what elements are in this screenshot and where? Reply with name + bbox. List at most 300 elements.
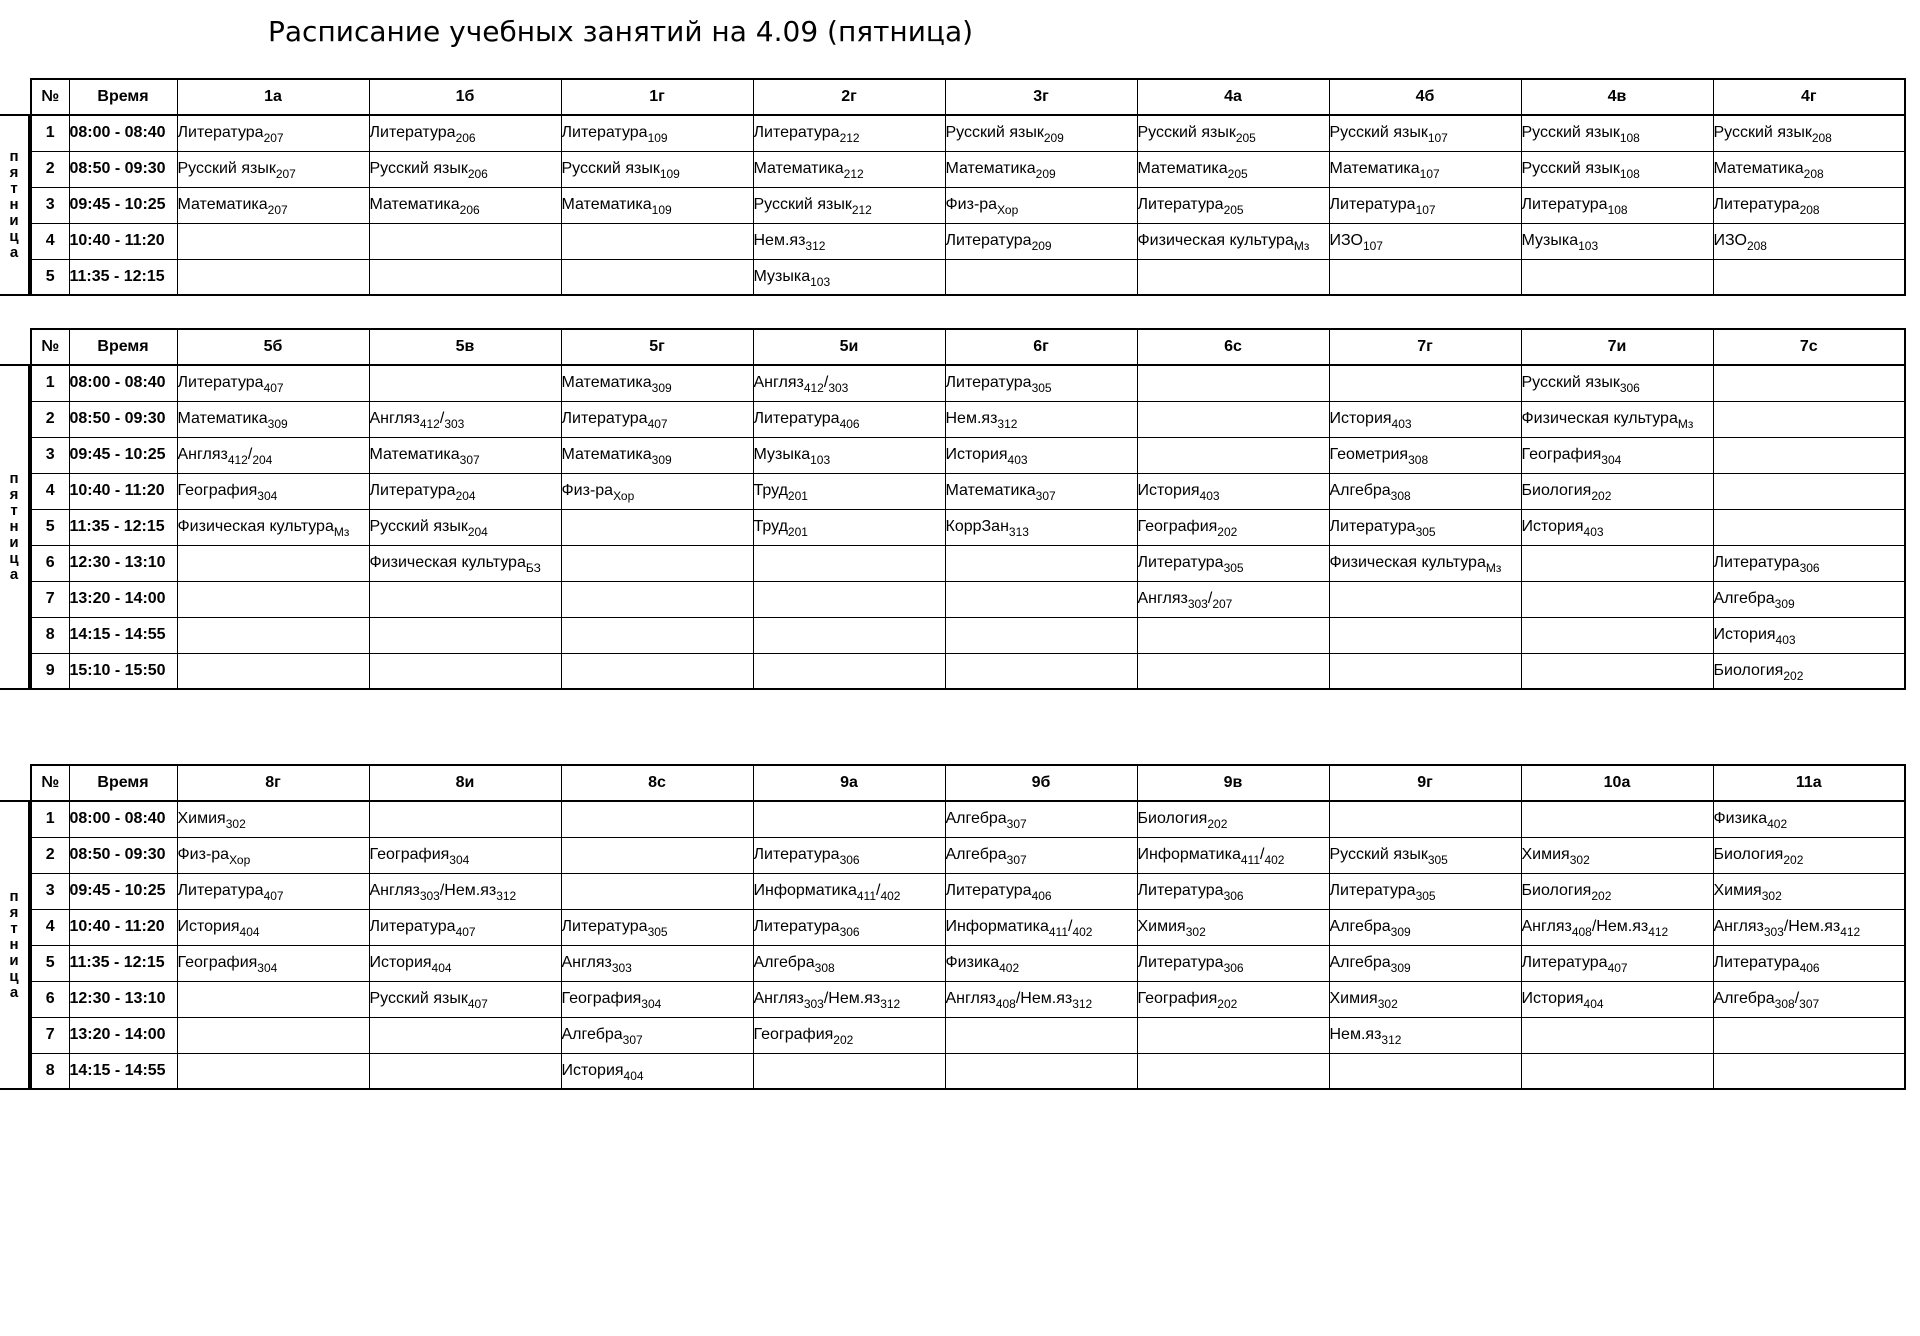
- lesson-time: 13:20 - 14:00: [69, 581, 177, 617]
- room-number: 205: [1223, 203, 1244, 217]
- lesson-cell: География$_{304}$: [369, 837, 561, 873]
- room-number: 304: [1601, 453, 1622, 467]
- lesson-cell: [945, 1017, 1137, 1053]
- lesson-cell: $Англяз_{303}/Нем.яз_{412}$: [1713, 909, 1905, 945]
- room-number: 208: [1803, 167, 1824, 181]
- room-number: 307: [1006, 817, 1027, 832]
- class-header: 11а: [1713, 765, 1905, 801]
- header-num: №: [31, 329, 69, 365]
- schedule-table: [30, 78, 1906, 296]
- room-number: 209: [1035, 167, 1056, 181]
- class-header: 1б: [369, 79, 561, 115]
- room-number: 412: [419, 417, 440, 431]
- lesson-cell: [1713, 259, 1905, 295]
- lesson-cell: [753, 801, 945, 837]
- room-number: 303: [611, 961, 632, 975]
- room-number: 406: [1799, 961, 1820, 975]
- lesson-time: 11:35 - 12:15: [69, 509, 177, 545]
- class-header: 6с: [1137, 329, 1329, 365]
- lesson-cell: Математика$_{107}$: [1329, 151, 1521, 187]
- lesson-time: 14:15 - 14:55: [69, 617, 177, 653]
- table-row: [31, 223, 1905, 259]
- lesson-cell: [1329, 801, 1521, 837]
- day-label-text: п я т н и ц а: [9, 888, 19, 1001]
- lesson-cell: Литература$_{306}$: [1137, 873, 1329, 909]
- lesson-cell: Математика$_{205}$: [1137, 151, 1329, 187]
- lesson-cell: [561, 223, 753, 259]
- lesson-cell: $Англяз_{408}/Нем.яз_{412}$: [1521, 909, 1713, 945]
- lesson-cell: Биология$_{202}$: [1137, 801, 1329, 837]
- lesson-cell: Математика$_{307}$: [945, 473, 1137, 509]
- lesson-cell: Литература$_{406}$: [945, 873, 1137, 909]
- lesson-cell: Русский язык$_{108}$: [1521, 151, 1713, 187]
- room-number: 307: [622, 1033, 643, 1047]
- lesson-number: 1: [31, 115, 69, 151]
- room-number: 402: [1264, 853, 1285, 867]
- lesson-number: 3: [31, 873, 69, 909]
- room-number: 412: [1840, 925, 1861, 939]
- class-header: 4в: [1521, 79, 1713, 115]
- lesson-time: 09:45 - 10:25: [69, 873, 177, 909]
- lesson-cell: $Нем.яз_{312}$: [753, 223, 945, 259]
- lesson-cell: $Англяз_{303}/Нем.яз_{312}$: [369, 873, 561, 909]
- room-number: 202: [1783, 853, 1804, 867]
- room-number: 209: [1043, 131, 1064, 146]
- lesson-cell: [1137, 1017, 1329, 1053]
- table-row: [31, 801, 1905, 837]
- day-label: [0, 114, 30, 296]
- class-header: 7г: [1329, 329, 1521, 365]
- table-row: [31, 401, 1905, 437]
- lesson-cell: Математика$_{109}$: [561, 187, 753, 223]
- lesson-number: 4: [31, 473, 69, 509]
- lesson-cell: [369, 801, 561, 837]
- lesson-cell: Русский язык$_{107}$: [1329, 115, 1521, 151]
- room-number: 407: [263, 889, 284, 903]
- lesson-cell: Литература$_{407}$: [177, 365, 369, 401]
- lesson-number: 5: [31, 259, 69, 295]
- lesson-cell: Математика$_{309}$: [177, 401, 369, 437]
- lesson-time: 08:00 - 08:40: [69, 365, 177, 401]
- table-row: [31, 945, 1905, 981]
- header-row: [31, 765, 1905, 801]
- table-row: [31, 909, 1905, 945]
- room-number: 204: [252, 453, 273, 467]
- lesson-cell: [1329, 259, 1521, 295]
- class-header: 9г: [1329, 765, 1521, 801]
- class-header: 5б: [177, 329, 369, 365]
- lesson-cell: Химия$_{302}$: [1329, 981, 1521, 1017]
- room-number: 307: [1799, 997, 1820, 1011]
- room-number: 309: [651, 381, 672, 396]
- room-number: 407: [263, 381, 284, 396]
- room-number: 402: [880, 889, 901, 903]
- lesson-cell: Литература$_{206}$: [369, 115, 561, 151]
- lesson-cell: [561, 873, 753, 909]
- lesson-cell: Русский язык$_{209}$: [945, 115, 1137, 151]
- schedule-table: [30, 764, 1906, 1090]
- room-number: 412: [1648, 925, 1669, 939]
- room-number: 302: [1377, 997, 1398, 1011]
- lesson-cell: Музыка$_{103}$: [1521, 223, 1713, 259]
- lesson-cell: [1329, 365, 1521, 401]
- room-number: 312: [880, 997, 901, 1011]
- lesson-cell: Русский язык$_{305}$: [1329, 837, 1521, 873]
- room-number: 312: [805, 239, 826, 253]
- room-number: 402: [1767, 817, 1788, 832]
- header-time: Время: [69, 79, 177, 115]
- room-number: 309: [1390, 961, 1411, 975]
- lesson-cell: География$_{202}$: [1137, 509, 1329, 545]
- lesson-cell: Литература$_{207}$: [177, 115, 369, 151]
- room-number: 306: [839, 853, 860, 867]
- room-number: 212: [851, 203, 872, 217]
- lesson-cell: $Англяз_{412}/_{204}$: [177, 437, 369, 473]
- room-number: 304: [257, 961, 278, 975]
- room-number: 302: [225, 817, 246, 832]
- lesson-cell: [1521, 801, 1713, 837]
- room-number: 407: [455, 925, 476, 939]
- header-row: [31, 329, 1905, 365]
- lesson-cell: Математика$_{209}$: [945, 151, 1137, 187]
- class-header: 2г: [753, 79, 945, 115]
- lesson-number: 5: [31, 945, 69, 981]
- room-number: Мз: [1485, 561, 1502, 575]
- room-number: 305: [1223, 561, 1244, 575]
- lesson-time: 11:35 - 12:15: [69, 945, 177, 981]
- lesson-cell: [1329, 1053, 1521, 1089]
- lesson-cell: География$_{202}$: [1137, 981, 1329, 1017]
- room-number: 207: [1212, 597, 1233, 611]
- lesson-cell: История$_{404}$: [1521, 981, 1713, 1017]
- lesson-cell: $ИЗО_{107}$: [1329, 223, 1521, 259]
- lesson-cell: [1521, 1017, 1713, 1053]
- lesson-cell: $Информатика_{411}/_{402}$: [1137, 837, 1329, 873]
- lesson-cell: $Алгебра_{308}/_{307}$: [1713, 981, 1905, 1017]
- lesson-cell: Литература$_{305}$: [1329, 873, 1521, 909]
- lesson-number: 3: [31, 437, 69, 473]
- lesson-cell: Литература$_{406}$: [753, 401, 945, 437]
- room-number: 408: [1571, 925, 1592, 939]
- lesson-cell: [369, 653, 561, 689]
- lesson-cell: Алгебра$_{308}$: [1329, 473, 1521, 509]
- lesson-cell: [1713, 401, 1905, 437]
- lesson-number: 2: [31, 837, 69, 873]
- lesson-cell: [1713, 473, 1905, 509]
- class-header: 8и: [369, 765, 561, 801]
- table-row: [31, 837, 1905, 873]
- lesson-cell: [1137, 437, 1329, 473]
- lesson-number: 3: [31, 187, 69, 223]
- lesson-cell: [1713, 1053, 1905, 1089]
- room-number: 306: [1223, 889, 1244, 903]
- room-number: Хор: [997, 203, 1019, 217]
- lesson-cell: Русский язык$_{108}$: [1521, 115, 1713, 151]
- lesson-cell: География$_{304}$: [561, 981, 753, 1017]
- lesson-cell: Русский язык$_{204}$: [369, 509, 561, 545]
- lesson-cell: $Англяз_{303}/Нем.яз_{312}$: [753, 981, 945, 1017]
- room-number: 309: [267, 417, 288, 431]
- lesson-cell: Литература$_{306}$: [1137, 945, 1329, 981]
- lesson-cell: Русский язык$_{207}$: [177, 151, 369, 187]
- lesson-cell: [1137, 1053, 1329, 1089]
- room-number: 212: [839, 131, 860, 146]
- lesson-cell: Литература$_{212}$: [753, 115, 945, 151]
- lesson-cell: $Англяз_{412}/_{303}$: [369, 401, 561, 437]
- class-header: 8г: [177, 765, 369, 801]
- room-number: 208: [1811, 131, 1832, 146]
- room-number: 407: [647, 417, 668, 431]
- lesson-cell: Физика$_{402}$: [1713, 801, 1905, 837]
- room-number: 109: [651, 203, 672, 217]
- lesson-cell: [753, 545, 945, 581]
- lesson-cell: $Англяз_{412}/_{303}$: [753, 365, 945, 401]
- lesson-cell: [369, 365, 561, 401]
- lesson-cell: География$_{304}$: [177, 473, 369, 509]
- room-number: 402: [999, 961, 1020, 975]
- lesson-cell: [177, 1017, 369, 1053]
- class-header: 9а: [753, 765, 945, 801]
- lesson-cell: Русский язык$_{205}$: [1137, 115, 1329, 151]
- lesson-cell: Литература$_{107}$: [1329, 187, 1521, 223]
- lesson-cell: [369, 617, 561, 653]
- lesson-number: 7: [31, 581, 69, 617]
- lesson-cell: [1329, 653, 1521, 689]
- day-label: [0, 800, 30, 1090]
- table-row: [31, 437, 1905, 473]
- lesson-cell: Физ-$ра_{Хор}$: [177, 837, 369, 873]
- lesson-cell: Литература$_{108}$: [1521, 187, 1713, 223]
- lesson-cell: Англяз$_{303}$: [561, 945, 753, 981]
- lesson-cell: История$_{404}$: [177, 909, 369, 945]
- lesson-cell: $Англяз_{303}/_{207}$: [1137, 581, 1329, 617]
- lesson-cell: Литература$_{407}$: [369, 909, 561, 945]
- room-number: 304: [257, 489, 278, 503]
- schedule-table: [30, 328, 1906, 690]
- lesson-cell: Алгебра$_{307}$: [945, 837, 1137, 873]
- room-number: 305: [1427, 853, 1448, 867]
- class-header: 10а: [1521, 765, 1713, 801]
- class-header: 7и: [1521, 329, 1713, 365]
- lesson-time: 11:35 - 12:15: [69, 259, 177, 295]
- room-number: 209: [1031, 239, 1052, 253]
- day-label-text: п я т н и ц а: [9, 470, 19, 583]
- class-header: 3г: [945, 79, 1137, 115]
- table-row: [31, 115, 1905, 151]
- room-number: 212: [843, 167, 864, 181]
- lesson-cell: [1521, 1053, 1713, 1089]
- table-row: [31, 545, 1905, 581]
- lesson-time: 08:00 - 08:40: [69, 115, 177, 151]
- room-number: 303: [803, 997, 824, 1011]
- header-time: Время: [69, 765, 177, 801]
- room-number: 309: [1774, 597, 1795, 611]
- lesson-cell: [561, 545, 753, 581]
- lesson-cell: Биология$_{202}$: [1713, 837, 1905, 873]
- room-number: Мз: [1677, 417, 1694, 431]
- room-number: 202: [1207, 817, 1228, 832]
- room-number: 312: [1072, 997, 1093, 1011]
- lesson-cell: [177, 259, 369, 295]
- lesson-cell: Физическая культура$_{Мз}$: [1329, 545, 1521, 581]
- lesson-cell: Литература$_{305}$: [561, 909, 753, 945]
- lesson-cell: [1329, 617, 1521, 653]
- room-number: 302: [1569, 853, 1590, 867]
- table-row: [31, 653, 1905, 689]
- room-number: 208: [1746, 239, 1767, 253]
- room-number: 305: [1415, 525, 1436, 539]
- lesson-time: 14:15 - 14:55: [69, 1053, 177, 1089]
- room-number: 303: [1763, 925, 1784, 939]
- room-number: 404: [431, 961, 452, 975]
- room-number: 408: [995, 997, 1016, 1011]
- room-number: 307: [1035, 489, 1056, 503]
- room-number: 404: [239, 925, 260, 939]
- lesson-number: 8: [31, 617, 69, 653]
- room-number: 202: [1591, 889, 1612, 903]
- lesson-cell: [1137, 617, 1329, 653]
- lesson-cell: [369, 581, 561, 617]
- lesson-cell: [1137, 365, 1329, 401]
- class-header: 1г: [561, 79, 753, 115]
- lesson-cell: Литература$_{406}$: [1713, 945, 1905, 981]
- room-number: 205: [1235, 131, 1256, 146]
- lesson-cell: [177, 653, 369, 689]
- lesson-cell: Физическая культура$_{Мз}$: [177, 509, 369, 545]
- lesson-cell: Литература$_{407}$: [561, 401, 753, 437]
- lesson-cell: Физ-$ра_{Хор}$: [945, 187, 1137, 223]
- table-row: [31, 1053, 1905, 1089]
- class-header: 5в: [369, 329, 561, 365]
- class-header: 1а: [177, 79, 369, 115]
- room-number: 306: [1619, 381, 1640, 396]
- room-number: 108: [1619, 167, 1640, 181]
- lesson-cell: [1521, 653, 1713, 689]
- lesson-cell: [945, 1053, 1137, 1089]
- lesson-number: 6: [31, 981, 69, 1017]
- room-number: 308: [1408, 453, 1429, 467]
- lesson-cell: Русский язык$_{208}$: [1713, 115, 1905, 151]
- room-number: Хор: [613, 489, 635, 503]
- class-header: 8с: [561, 765, 753, 801]
- room-number: 406: [1031, 889, 1052, 903]
- table-row: [31, 259, 1905, 295]
- room-number: 406: [839, 417, 860, 431]
- lesson-cell: Русский язык$_{109}$: [561, 151, 753, 187]
- lesson-cell: [1521, 617, 1713, 653]
- room-number: Мз: [1293, 239, 1310, 253]
- lesson-cell: Математика$_{309}$: [561, 437, 753, 473]
- room-number: 103: [810, 453, 831, 467]
- lesson-cell: [561, 617, 753, 653]
- room-number: 206: [459, 203, 480, 217]
- lesson-cell: [177, 545, 369, 581]
- lesson-cell: $Информатика_{411}/_{402}$: [945, 909, 1137, 945]
- lesson-cell: [561, 509, 753, 545]
- lesson-cell: [369, 1017, 561, 1053]
- lesson-cell: Химия$_{302}$: [177, 801, 369, 837]
- header-num: №: [31, 79, 69, 115]
- room-number: 206: [467, 167, 488, 181]
- room-number: 309: [651, 453, 672, 467]
- room-number: 303: [1187, 597, 1208, 611]
- room-number: 303: [444, 417, 465, 431]
- lesson-cell: Русский язык$_{206}$: [369, 151, 561, 187]
- lesson-number: 2: [31, 151, 69, 187]
- lesson-cell: [1521, 581, 1713, 617]
- room-number: 202: [1591, 489, 1612, 503]
- lesson-cell: [561, 801, 753, 837]
- lesson-cell: Музыка$_{103}$: [753, 437, 945, 473]
- room-number: 204: [455, 489, 476, 503]
- lesson-cell: Литература$_{306}$: [753, 909, 945, 945]
- lesson-cell: Русский язык$_{212}$: [753, 187, 945, 223]
- lesson-cell: Алгебра$_{308}$: [753, 945, 945, 981]
- lesson-time: 12:30 - 13:10: [69, 981, 177, 1017]
- lesson-cell: КоррЗан$_{313}$: [945, 509, 1137, 545]
- lesson-cell: Математика$_{208}$: [1713, 151, 1905, 187]
- lesson-cell: [1329, 581, 1521, 617]
- lesson-cell: Русский язык$_{407}$: [369, 981, 561, 1017]
- lesson-cell: Литература$_{209}$: [945, 223, 1137, 259]
- lesson-time: 08:50 - 09:30: [69, 401, 177, 437]
- header-num: №: [31, 765, 69, 801]
- room-number: 306: [1799, 561, 1820, 575]
- lesson-cell: Математика$_{309}$: [561, 365, 753, 401]
- table-row: [31, 981, 1905, 1017]
- room-number: 304: [641, 997, 662, 1011]
- lesson-cell: Математика$_{207}$: [177, 187, 369, 223]
- class-header: 6г: [945, 329, 1137, 365]
- table-row: [31, 617, 1905, 653]
- lesson-cell: [177, 1053, 369, 1089]
- lesson-cell: Литература$_{305}$: [1137, 545, 1329, 581]
- lesson-cell: История$_{403}$: [945, 437, 1137, 473]
- room-number: 411: [1048, 925, 1068, 939]
- lesson-time: 13:20 - 14:00: [69, 1017, 177, 1053]
- room-number: 407: [467, 997, 488, 1011]
- lesson-cell: Алгебра$_{309}$: [1713, 581, 1905, 617]
- room-number: 108: [1607, 203, 1628, 217]
- lesson-cell: Алгебра$_{307}$: [561, 1017, 753, 1053]
- room-number: 306: [1223, 961, 1244, 975]
- room-number: 312: [997, 417, 1018, 431]
- room-number: 308: [1774, 997, 1795, 1011]
- room-number: 108: [1619, 131, 1640, 146]
- lesson-cell: Литература$_{306}$: [753, 837, 945, 873]
- lesson-cell: [177, 223, 369, 259]
- room-number: 205: [1227, 167, 1248, 181]
- table-row: [31, 365, 1905, 401]
- room-number: 107: [1419, 167, 1440, 181]
- lesson-number: 4: [31, 909, 69, 945]
- room-number: 303: [419, 889, 440, 903]
- lesson-cell: [369, 223, 561, 259]
- table-row: [31, 1017, 1905, 1053]
- lesson-cell: [561, 653, 753, 689]
- lesson-cell: [1521, 259, 1713, 295]
- lesson-cell: [945, 259, 1137, 295]
- class-header: 4а: [1137, 79, 1329, 115]
- lesson-cell: [1713, 365, 1905, 401]
- room-number: 109: [647, 131, 668, 146]
- room-number: 403: [1583, 525, 1604, 539]
- room-number: 208: [1799, 203, 1820, 217]
- lesson-cell: Алгебра$_{309}$: [1329, 945, 1521, 981]
- lesson-cell: Химия$_{302}$: [1137, 909, 1329, 945]
- header-time: Время: [69, 329, 177, 365]
- room-number: 402: [1072, 925, 1093, 939]
